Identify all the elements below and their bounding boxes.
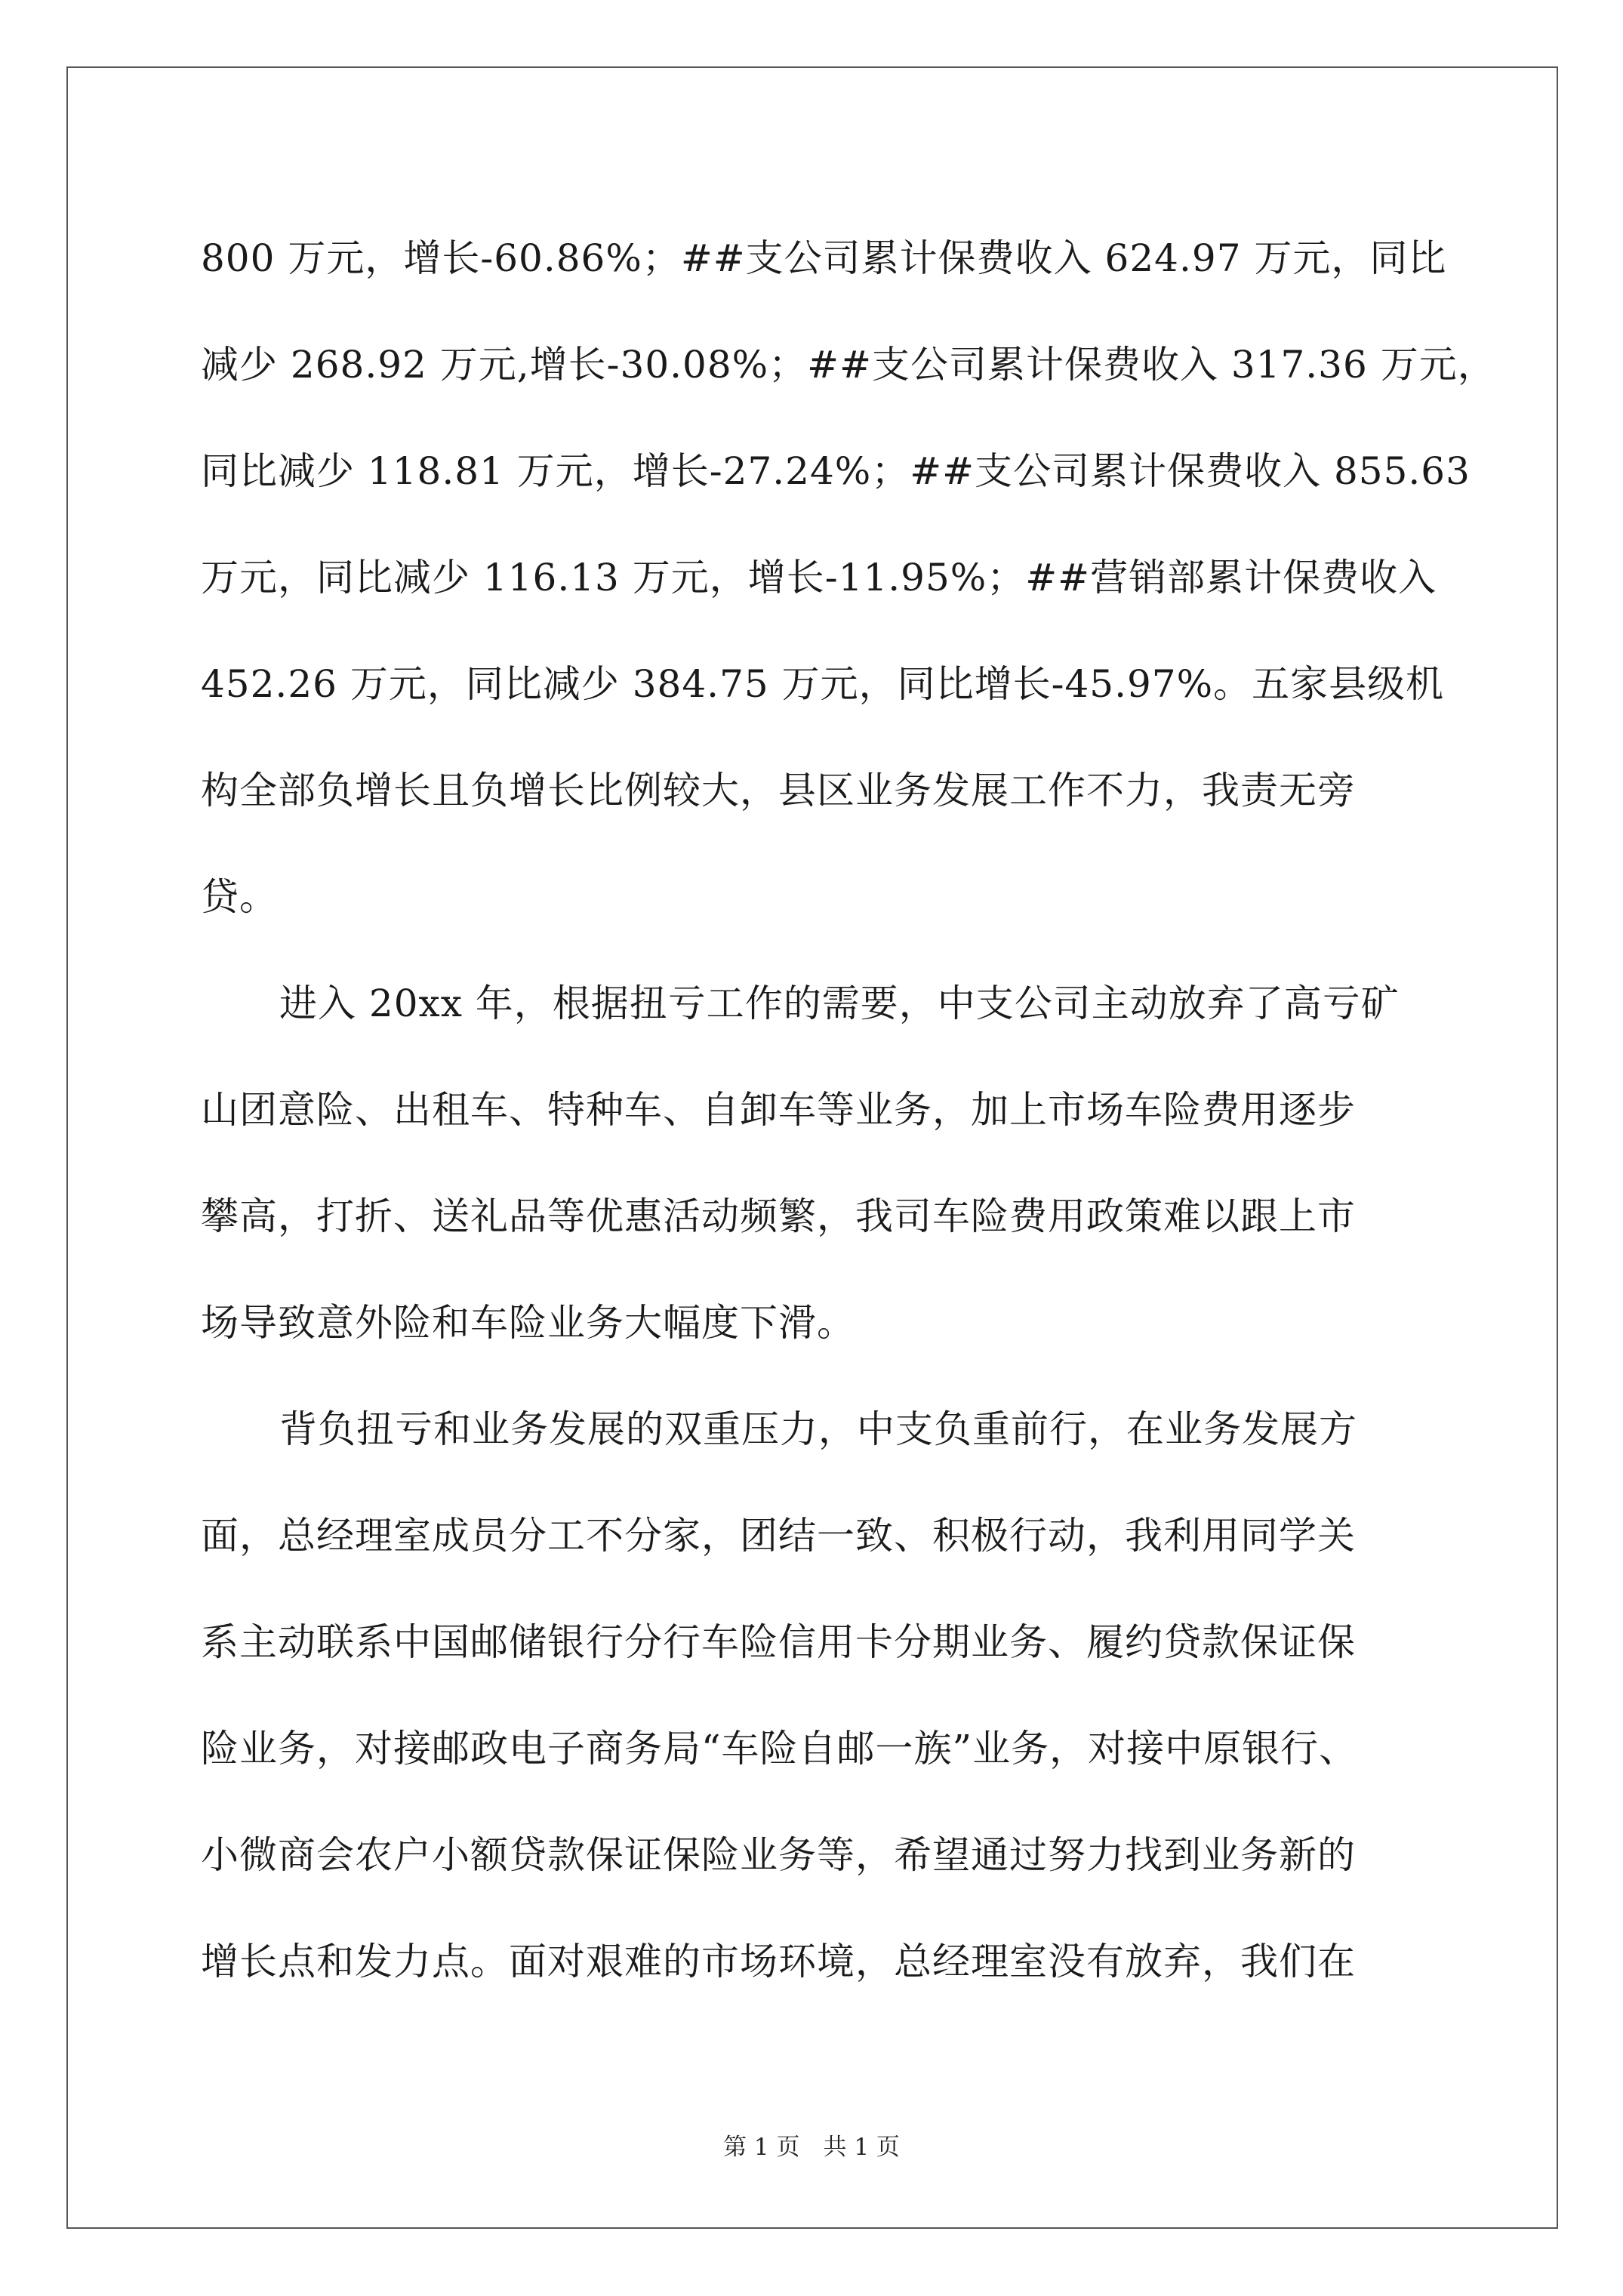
text-line: 山团意险、出租车、特种车、自卸车等业务，加上市场车险费用逐步: [201, 1088, 1356, 1132]
text-line: 构全部负增长且负增长比例较大，县区业务发展工作不力，我责无旁: [201, 769, 1356, 812]
text-line: 面，总经理室成员分工不分家，团结一致、积极行动，我利用同学关: [201, 1514, 1356, 1558]
text-line: 增长点和发力点。面对艰难的市场环境，总经理室没有放弃，我们在: [201, 1940, 1356, 1983]
text-line: 攀高，打折、送礼品等优惠活动频繁，我司车险费用政策难以跟上市: [201, 1194, 1356, 1238]
document-body: [201, 205, 1496, 2015]
paragraph-2: [201, 951, 1431, 1376]
text-line: 减少 268.92 万元,增长-30.08%；##支公司累计保费收入 317.36 万元，: [201, 343, 1496, 387]
text-line: 贷。: [201, 875, 278, 919]
text-line: 800 万元，增长-60.86%；##支公司累计保费收入 624.97 万元，同比: [201, 236, 1447, 280]
paragraph-3: [201, 1376, 1431, 2015]
text-line: 背负扭亏和业务发展的双重压力，中支负重前行，在业务发展方: [279, 1407, 1357, 1451]
text-line: 同比减少 118.81 万元，增长-27.24%；##支公司累计保费收入 855.63: [201, 449, 1471, 493]
text-line: 系主动联系中国邮储银行分行车险信用卡分期业务、履约贷款保证保: [201, 1620, 1356, 1664]
text-line: 452.26 万元，同比减少 384.75 万元，同比增长-45.97%。五家县级机: [201, 662, 1445, 706]
text-line: 万元，同比减少 116.13 万元，增长-11.95%；##营销部累计保费收入: [201, 556, 1437, 599]
text-line: 小微商会农户小额贷款保证保险业务等，希望通过努力找到业务新的: [201, 1833, 1356, 1877]
paragraph-1: [201, 205, 1496, 951]
text-line: 场导致意外险和车险业务大幅度下滑。: [201, 1301, 855, 1345]
page-footer: 第 1 页 共 1 页: [723, 2134, 900, 2161]
text-line: 进入 20xx 年，根据扭亏工作的需要，中支公司主动放弃了高亏矿: [279, 982, 1400, 1025]
text-line: 险业务，对接邮政电子商务局“车险自邮一族”业务，对接中原银行、: [201, 1727, 1358, 1771]
